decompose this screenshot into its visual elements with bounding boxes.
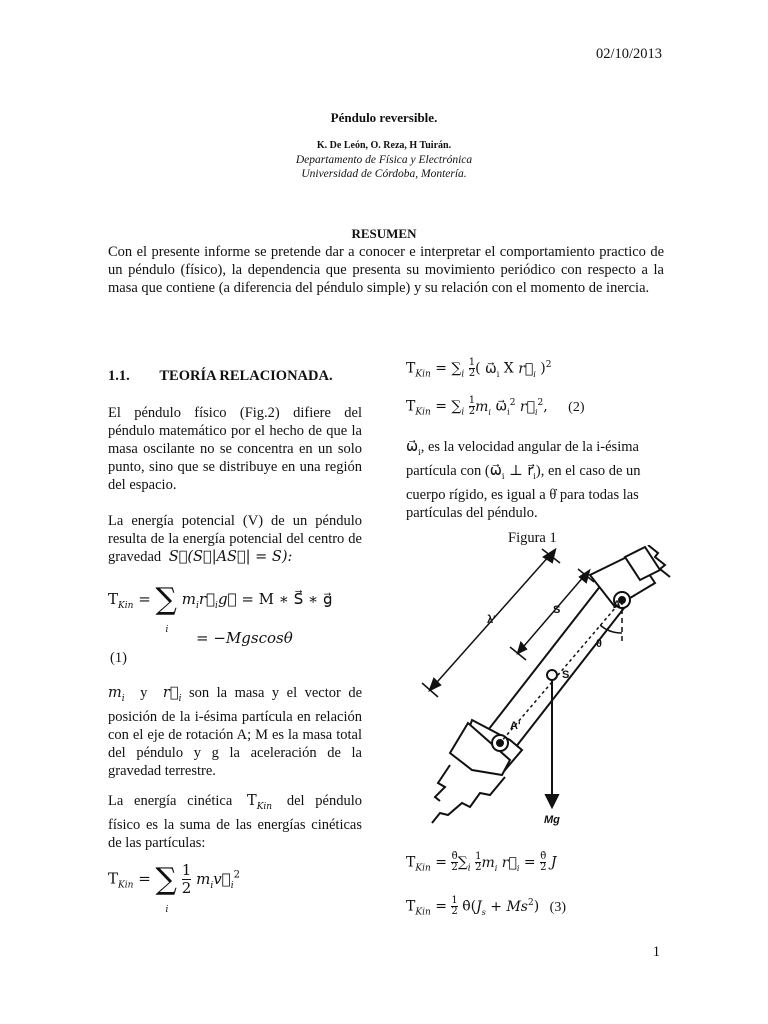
section-title: TEORÍA RELACIONADA.: [159, 368, 333, 384]
right-paragraph-1: $\omega⃗_i$, es la velocidad angular de la i-ésima partícula con ($\omega⃗_i$ ⊥ $r⃗_i$), en el caso de un cuerpo rígido, es igual a θ̇ para todas las partículas del péndulo.: [406, 439, 641, 521]
equation-2: $T_{Kin} = \sum_i$ $\frac{1}{2}$ $m_i$ $\omega⃗_i^2$ $r⃗_i^2$, (2): [406, 395, 585, 418]
label-mg: Mg: [544, 814, 560, 826]
abstract-heading: RESUMEN: [351, 226, 417, 241]
abstract-text: Con el presente informe se pretende dar a conocer e interpretar el comportamiento practico de un péndulo (físico), la dependencia que presenta su movimiento periódico con respecto a la masa que contiene (a diferencia del péndulo simple) y su relación con el momento de inercia.: [108, 244, 664, 296]
equation-1: $T_{Kin}$ = ∑ i $m_ir⃗_ig⃗ = M$ ∗ S⃗ ∗ g⃗: [108, 582, 333, 635]
left-paragraph-2-text: La energía potencial (V) de un péndulo resulta de la energía potencial del centro de gravedad: [108, 513, 362, 565]
sum-symbol: ∑ i: [155, 582, 177, 635]
label-a: A: [613, 599, 621, 611]
affiliation-department: Departamento de Física y Electrónica: [295, 154, 473, 166]
authors: K. De León, O. Reza, H Tuirán.: [316, 140, 452, 151]
page-number: 1: [652, 944, 660, 960]
left-paragraph-3: $m_i$ y $r⃗_i$ son la masa y el vector de posición de la i-ésima partícula en relación con el eje de rotación A; M es la masa total del péndulo y g la aceleración de la gravedad terrestre.: [108, 685, 363, 779]
paper-title: Péndulo reversible.: [330, 110, 438, 125]
label-theta: θ: [596, 638, 602, 650]
center-of-gravity-formula: S⃗(S⃗|AS⃗| = S):: [168, 549, 293, 565]
label-lambda: λ': [487, 614, 496, 626]
equation-3: $T_{Kin}$ = $\frac{1}{2}$ $\thetȧ(J_s + Ms^2)$ (3): [406, 895, 566, 918]
label-s-point: S: [562, 669, 570, 681]
label-a-prime: A': [510, 720, 521, 732]
equation-kin-cross: $T_{Kin} = \sum_i$ $\frac{1}{2}$ ( $\omega⃗_i$ X $r⃗_i$ )$^2$: [406, 357, 552, 380]
figure-caption: Figura 1: [508, 530, 557, 546]
left-paragraph-3-text: son la masa y el vector de posición de la i-ésima partícula en relación con el eje de rotación A; M es la masa total del péndulo y g la aceleración de la gravedad terrestre.: [108, 685, 363, 779]
left-paragraph-4: La energía cinética $T_{Kin}$ del péndulo físico es la suma de las energías cinéticas de las partículas:: [108, 793, 363, 851]
kinetic-energy-equation: $T_{Kin}$ = ∑ i $\frac{1}{2}$ $m_iv⃗_i^2$: [108, 861, 240, 915]
equation-1-number: (1): [110, 650, 127, 666]
equation-1-rhs: = M ∗ S⃗ ∗ g⃗: [241, 590, 333, 608]
equation-1-line-2: = −Mgscosθ: [196, 629, 293, 647]
section-heading: [108, 368, 362, 385]
section-number: 1.1.: [108, 368, 130, 384]
pendulum-figure: [410, 545, 685, 830]
equation-2-number: (2): [568, 399, 585, 415]
left-paragraph-1: El péndulo físico (Fig.2) difiere del péndulo matemático por el hecho de que la masa oscilante no se concentra en un solo punto, sino que se distribuye en una región del espacio.: [108, 405, 362, 493]
equation-kin-theta: $T_{Kin}$ = $\frac{\thetȧ}{2}$ $\sum_i$ $\frac{1}{2}$ $m_i$ $r⃗_i$ = $\frac{\thetȧ}{2}$ J: [406, 851, 557, 874]
equation-3-number: (3): [549, 899, 566, 915]
label-s: S: [553, 604, 561, 616]
page-date: 02/10/2013: [595, 46, 662, 62]
affiliation-university: Universidad de Córdoba, Montería.: [301, 168, 467, 180]
left-paragraph-2: [108, 512, 362, 566]
